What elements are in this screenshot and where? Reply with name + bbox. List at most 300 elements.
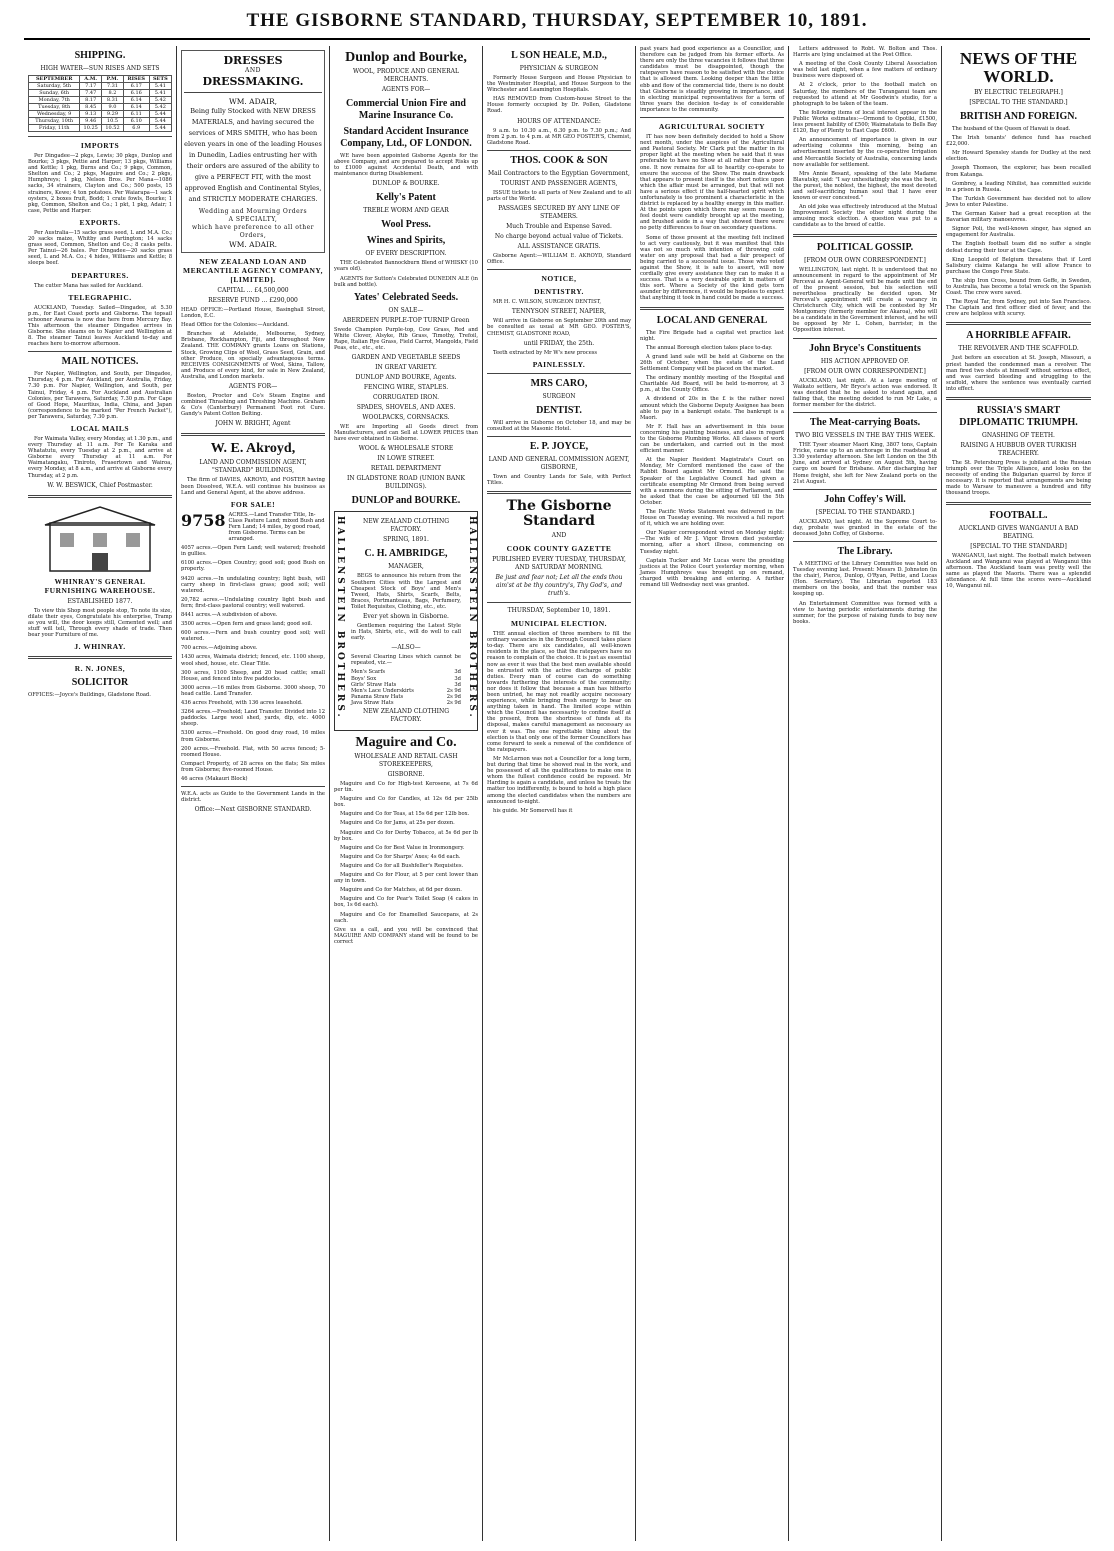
dunlop-signature: DUNLOP & BOURKE. xyxy=(372,180,440,188)
lead-lot xyxy=(181,512,325,542)
british-item: Joseph Thomson, the explorer, has been recalled from Katanga. xyxy=(946,165,1091,178)
exports-heading: EXPORTS. xyxy=(79,217,121,227)
land-lot-item: Compact Property, of 28 acres on the flats; Six miles from Gisborne; five-roomed House. xyxy=(181,760,325,773)
local-item: Our Napier correspondent wired on Monday night:—The wife of Mr J. Vigor Brown died yesterday morning, after a short illness, commencing on Tuesday night. xyxy=(640,530,784,555)
telegraphic-heading: TELEGRAPHIC. xyxy=(68,292,132,302)
raising-sub: RAISING A HUBBUB OVER TURKISH TREACHERY. xyxy=(960,442,1077,457)
assistance: ALL ASSISTANCE GRATIS. xyxy=(517,243,601,251)
nz-clothing-heading: NEW ZEALAND CLOTHING FACTORY. xyxy=(362,518,449,534)
land-lot-item: 20,782 acres.—Undulating country light bush and fern; first-class pastoral country; well watered. xyxy=(181,596,325,609)
capital: CAPITAL ... £4,500,000 xyxy=(217,287,289,294)
departures-text: The cutter Mana has sailed for Auckland. xyxy=(34,282,143,289)
column-editorial xyxy=(636,46,789,1541)
local-item: A grand land sale will be held at Gisborne on the 26th of October, when the estate of the Land Settlement Company will be placed on the market. xyxy=(640,353,784,373)
cook-agent: Gisborne Agent:—WILLIAM E. AKROYD, Standard Office. xyxy=(487,253,631,266)
tide-row xyxy=(29,118,172,125)
motto: Be just and fear not; Let all the ends thou aim'st at be thy country's, Thy God's, and truth's. xyxy=(495,574,623,598)
library-text: A MEETING of the Library Committee was held on Tuesday evening last. Present: Messrs D. Johnston (in the chair), Pierce, Dunlop, O'Ryan, Pettie, and Lucas (Hon. Secretary). The Librarian reported 183 members on the books, and that the number was keeping up. xyxy=(793,560,937,598)
divider xyxy=(28,495,172,498)
mail-heading: MAIL NOTICES. xyxy=(61,356,139,368)
whinray-signature: J. WHINRAY. xyxy=(74,642,126,652)
maguire-footer: Give us a call, and you will be convinced that MAGUIRE AND COMPANY stand will be found to be correct xyxy=(334,926,478,945)
column-professional xyxy=(483,46,636,1541)
football-heading: FOOTBALL. xyxy=(989,509,1048,521)
british-item: The ship Iron Cross, bound from Geffe, in Sweden, to Australia, has become a total wreck on the Spanish Coast. The crew were saved. xyxy=(946,277,1091,297)
political-text: WELLINGTON, last night. It is understood that no announcement in regard to the appointment of Mr Percevai as Agent-General will be made until the end of the present session, but his selection will nevertheless practically be decided upon. Mr Perceval's appointment will create a vacancy in Christchurch City, which will be contested by Mr Montgomery (formerly member for Akaroa), who will be a candidate in the Government interest, and he will be opposed by Mr L. Cohen, barrister, in the Opposition interest. xyxy=(793,266,937,334)
tide-cell: 5.42 xyxy=(149,97,171,104)
land-lot-item: 3000 acres.—16 miles from Gisborne. 3000 sheep, 70 head cattle. Land Transfer. xyxy=(181,684,325,697)
tide-cell: Tuesday, 8th xyxy=(29,104,80,111)
column-world-news xyxy=(942,46,1095,1541)
tide-header-cell: P.M. xyxy=(102,76,124,83)
jones-name: R. N. JONES, xyxy=(74,664,126,674)
garden-seeds: GARDEN AND VEGETABLE SEEDS xyxy=(351,354,461,362)
british-item: The Irish tenants' defence fund has reached £22,000. xyxy=(946,135,1091,148)
tide-cell: 10.25 xyxy=(80,125,102,132)
land-lot-item: 8441 acres.—A subdivision of above. xyxy=(181,612,278,618)
gentlemen-text: Gentlemen requiring the Latest Style in Hats, Shirts, etc., will do well to call early. xyxy=(351,622,461,642)
land-lot-item: 700 acres.—Adjoining above. xyxy=(181,645,258,652)
nz-clothing-footer: NEW ZEALAND CLOTHING FACTORY. xyxy=(362,708,449,723)
agri-text-2: Some of those present at the meeting felt inclined to act very cautiously, but it was manifest that this was not so much with intention of throwing cold water on any proposal that had a fair prospect of being carried to a successful issue. Those who voted against the Show, it is safe to assert, will now cordially give every assistance they can to make it a success. That is a very desirable spirit in matters of this sort. Where a Society of the kind gets torn asunder by differences, it would be hopeless to expect that anything it took in hand could be made a success. xyxy=(640,234,784,302)
great-variety: IN GREAT VARIETY. xyxy=(375,364,437,372)
maguire-item: Maguire and Co for Pear's Toilet Soap (4 cakes in box, 1s 6d each). xyxy=(334,896,478,909)
news-of-world-heading: NEWS OF THE WORLD. xyxy=(959,49,1078,86)
land-lot-item: 600 acres.—Fern and bush country good soil; well watered. xyxy=(181,630,325,643)
maguire-item: Maguire and Co for Enamelled Saucepans, at 2s each. xyxy=(334,911,478,924)
news-text-4: An announcement of importance is given in our advertising columns this morning, being an advertisement inserted by the co-operative Irrigation and Mercantile Society of Australia, concerning lands now available for settlement. xyxy=(793,137,937,168)
heale-hours-heading: HOURS OF ATTENDANCE: xyxy=(517,117,601,125)
every-description: OF EVERY DESCRIPTION. xyxy=(365,250,447,258)
maguire-item: Maguire and Co for Jams, at 25s per dozen. xyxy=(340,820,455,827)
whinray-established: ESTABLISHED 1877. xyxy=(67,597,133,605)
land-lot-item: 5300 acres.—Freehold. On good dray road, 16 miles from Gisborne. xyxy=(181,730,325,743)
spades: SPADES, SHOVELS, AND AXES. xyxy=(356,404,456,412)
tide-cell: 9.13 xyxy=(80,111,102,118)
horrible-text: Just before an execution at St. Joseph, Missouri, a priest handed the condemned man a revolver. The man fired two shots at himself without serious effect, and was carried bleeding and struggling to the scaffold, where the sentence was eventually carried into effect. xyxy=(946,355,1091,392)
divider xyxy=(793,338,937,339)
cook-issue: ISSUE tickets to all parts of New Zealand and to all parts of the World. xyxy=(487,189,631,202)
no-charge: No charge beyond actual value of Tickets. xyxy=(494,233,624,241)
masthead: THE GISBORNE STANDARD, THURSDAY, SEPTEMBER 10, 1891. xyxy=(24,10,1090,40)
woolpacks: WOOLPACKS, CORNSACKS. xyxy=(362,414,450,422)
meat-text: THE Tyser steamer Maori King, 3807 tons, Captain Fricke, came up to an anchorage in the roadstead at 3.30 yesterday afternoon. She left London on the 5th June, and arrived at Sydney on August 5th, having cargo on board for Brisbane. After discharging her Home freight, she left for New Zealand ports on the 21st August. xyxy=(793,442,937,485)
spring-1891: SPRING, 1891. xyxy=(383,536,429,544)
ambridge-text: BEGS to announce his return from the Southern Cities with the Largest and Cheapest Stock of Boys' and Men's Tweed, Hats, Shirts, Scarfs, Belts, Braces, Portmanteaus, Bags, Perfumery, Toilet Requisites, Clothing, etc., etc. xyxy=(351,573,461,610)
dunlop-text: WE have been appointed Gisborne Agents for the above Company, and are prepared to accept Risks up to £1000 against Accidental Death, and with maintenance during Disablement. xyxy=(334,153,478,178)
lead-lot-text: ACRES.—Land Transfer Title, In-Class Pasture Land; mixed Bush and Fern Land; 14 miles, by good road, from Gisborne. Terms can be arranged. xyxy=(228,511,325,543)
clearing-line-price: 2s 9d xyxy=(446,687,461,694)
maguire-item: Maguire and Co for Teas, at 15s 6d per 12lb box. xyxy=(340,811,470,818)
tide-row xyxy=(29,83,172,90)
adair-preference: which have preference to all other Orders, xyxy=(191,224,315,239)
nz-loan-heading: NEW ZEALAND LOAN AND MERCANTILE AGENCY COMPANY, [LIMITED]. xyxy=(182,257,324,284)
caro-dentist: DENTIST. xyxy=(536,404,582,416)
british-item: King Leopold of Belgium threatens that if Lord Salisbury claims Katanga he will allow France to purchase the Congo Free State. xyxy=(946,256,1091,275)
municipal-text-2: Mr McLernon was not a Councillor for a long term, but during that time he showed real in the work, and he possessed of all the qualifications to make one in whom the fullest confidence could be reposed. Mr Harding is again a candidate, and unless he treats the matter too indifferently, is bound to hold a high place among the elected candidates when the numbers are announced to-night. xyxy=(487,755,631,805)
gazette-title: COOK COUNTY GAZETTE xyxy=(506,544,612,554)
clearing-line-item: Men's Lace Underskirts xyxy=(351,687,414,694)
divider xyxy=(640,117,784,118)
ambridge-manager: MANAGER, xyxy=(388,563,424,571)
tide-header-cell: SEPTEMBER xyxy=(29,76,80,83)
divider xyxy=(28,136,172,137)
local-item: The ordinary monthly meeting of the Hospital and Charitable Aid Board, will be held to-morrow, at 3 p.m., at the County Office. xyxy=(640,375,784,394)
warehouse-illustration-icon xyxy=(28,503,172,573)
land-lot-item: 4057 acres.—Open Fern Land; well watered; freehold in gullies. xyxy=(181,545,325,558)
adair-signature: WM. ADAIR. xyxy=(229,240,277,249)
divider xyxy=(487,150,631,151)
divider xyxy=(793,234,937,237)
tide-cell: Monday, 7th xyxy=(29,97,80,104)
british-item: Signor Poli, the well-known singer, has signed an engagement for Australia. xyxy=(946,226,1091,239)
tide-cell: 9.46 xyxy=(80,118,102,125)
clearing-line-price: 3d xyxy=(454,675,461,682)
db-agents: DUNLOP AND BOURKE, Agents. xyxy=(355,374,457,382)
loan-text: Branches at Adelaide, Melbourne, Sydney, Brisbane, Rockhampton, Fiji, and throughout New Zealand. THE COMPANY grants Loans on Stations, Stock, Growing Clips of Wool, Grass Seed, Grain, and other Produce, on specially advantageous terms. RECEIVES CONSIGNMENTS of Wool, Skins, Tallow, and Produce of every kind, for sale in New Zealand, Australia, and London markets. xyxy=(181,331,325,380)
tide-cell: 5.44 xyxy=(149,111,171,118)
divider xyxy=(793,412,937,413)
adair-text: Being fully Stocked with NEW DRESS MATERIALS, and having secured the services of MRS SMITH, who has been eleven years in one of the leading Houses in Dunedin, Ladies entrusting her with their orders are assured of the ability to give a PERFECT FIT, with the most approved English and Continental Styles, and STRICTLY MODERATE CHARGES. xyxy=(184,107,322,203)
clearing-line-price: 2s 9d xyxy=(446,693,461,700)
clearing-line-item: Girls' Straw Hats xyxy=(351,681,397,688)
tide-cell: Wednesday, 9 xyxy=(29,111,80,118)
imports-heading: IMPORTS xyxy=(80,141,120,150)
tide-cell: 6.10 xyxy=(123,118,149,125)
maguire-item: Maguire and Co for Flour, at 5 per cent lower than any in town. xyxy=(334,872,478,885)
divider xyxy=(487,269,631,270)
trouble-saved: Much Trouble and Expense Saved. xyxy=(506,223,612,231)
tide-cell: 6.14 xyxy=(123,97,149,104)
tide-cell: Friday, 11th xyxy=(29,125,80,132)
meat-heading: The Meat-carrying Boats. xyxy=(809,417,921,429)
tide-table xyxy=(28,75,172,132)
football-sub: AUCKLAND GIVES WANGANUI A BAD BEATING. xyxy=(958,524,1079,540)
revolver-sub: THE REVOLVER AND THE SCAFFOLD. xyxy=(958,345,1079,353)
colony-office: Head Office for the Colonies:—Auckland. xyxy=(181,322,289,329)
maguire-items-list xyxy=(334,781,478,924)
wholesale-store: WOOL & WHOLESALE STORE xyxy=(358,445,454,453)
divider xyxy=(487,602,631,603)
tide-cell: 7.17 xyxy=(80,83,102,90)
heale-hours: 9 a.m. to 10.30 a.m., 6.30 p.m. to 7.30 p.m.; And from 2 p.m. to 4 p.m. at MR GEO FOSTER'S, Chemist, Gladstone Road. xyxy=(487,127,631,146)
tide-header-row xyxy=(29,76,172,83)
divider xyxy=(946,502,1091,505)
telegraphic-text: AUCKLAND, Tuesday. Sailed—Dingadee, at 5.30 p.m., for East Coast ports and Gisborne. The topsail schooner Awaroa is now due here from Mercury Bay. This afternoon the steamer Dingadee arrives in Gisborne. She steams on to Napier and Wellington at 8. The steamer Tainui leaves Auckland to-day and reaches here to-morrow afternoon. xyxy=(28,304,172,348)
cook-subtitle: Mail Contractors to the Egyptian Government, xyxy=(488,169,630,177)
bryce-text: AUCKLAND, last night. At a large meeting of Waikato settlers, Mr Bryce's action was endorsed. It was decided that he be asked to stand again, and failing that, the meeting decided to run Mr Lake, a former member for the district. xyxy=(793,377,937,408)
for-sale-heading: FOR SALE! xyxy=(230,499,276,509)
fencing-wire: FENCING WIRE, STAPLES. xyxy=(363,384,449,392)
coffey-sub: [SPECIAL TO THE STANDARD.] xyxy=(815,508,915,516)
coffey-heading: John Coffey's Will. xyxy=(824,493,906,505)
paper-title: The Gisborne Standard xyxy=(506,498,612,530)
turnip: ABERDEEN PURPLE-TOP TURNIP Green xyxy=(342,316,470,324)
tide-cell: 8.31 xyxy=(102,97,124,104)
coffey-text: AUCKLAND, last night. At the Supreme Court to-day, probate was granted in the estate of the deceased John Coffey, of Gisborne. xyxy=(793,518,937,537)
divider xyxy=(28,351,172,352)
import-text: WE are Importing all Goods direct from Manufacturers, and can Sell at LOWER PRICES than have ever obtained in Gisborne. xyxy=(334,424,478,443)
local-item: Captain Tucker and Mr Lucas were the presiding justices at the Police Court yesterday morning, when James Humphreys was brought up on remand, charged with breaking and entering. A further remand till Wednesday next was granted. xyxy=(640,557,784,589)
mail-text: For Napier, Wellington, and South, per Dingadee, Thursday, 4 p.m. For Auckland, per Australia, Friday, 7.30 p.m. For Napier, Wellington, and South, per Tainui, Friday, 4 p.m. For Auckland and Australian Colonies, per Tarawera, Saturday, 7.30 p.m. For Cape of Good Hope, Mauritius, India, China, and Japan (correspondence to be marked "Per French Packet"), per Tarawera, Saturday, 7.30 p.m. xyxy=(28,371,172,420)
clearing-line-price: 3d xyxy=(454,669,461,676)
paper-and: AND xyxy=(551,532,567,540)
tide-cell: 10.52 xyxy=(102,125,124,132)
head-office: HEAD OFFICE:—Portland House, Basinghall Street, London, E.C. xyxy=(181,307,325,320)
hallenstein-advert xyxy=(334,511,478,731)
dresses-and: AND xyxy=(245,67,261,74)
ale-text: AGENTS for Sutton's Celebrated DUNEDIN ALE (in bulk and bottle). xyxy=(334,275,478,288)
bryce-heading: John Bryce's Constituents xyxy=(809,342,921,354)
retail-dept: RETAIL DEPARTMENT xyxy=(370,465,442,473)
maguire-item: Maguire and Co for High-test Kerosene, at 7s 6d per tin. xyxy=(334,781,478,794)
tide-cell: 7.47 xyxy=(80,90,102,97)
football-special: [SPECIAL TO THE STANDARD] xyxy=(970,542,1067,550)
land-lot-item: 9420 acres.—In undulating country; light bush, will carry sheep in first-class grass; good soil; well watered. xyxy=(181,575,325,594)
maguire-item: Maguire and Co for all Bushfeller's Requisites. xyxy=(340,862,464,869)
agents-heading: AGENTS FOR— xyxy=(228,383,278,391)
tide-cell: 6.17 xyxy=(123,83,149,90)
tide-cell: 6.9 xyxy=(123,125,149,132)
seed-list: Swede Champion Purple-top, Cow Grass, Red and White Clover, Alsyke, Rib Grass, Timothy, Trefoil, Rape, Italian Rye Grass, Field Carrot, Mangolds, Field Peas, etc., etc., etc. xyxy=(334,326,478,352)
tide-row xyxy=(29,104,172,111)
local-item: The Pacific Works Statement was delivered in the House on Tuesday evening. We received a full report of it, which we are holding over. xyxy=(640,509,784,528)
tide-header-cell: A.M. xyxy=(80,76,102,83)
editorial-date: THURSDAY, September 10, 1891. xyxy=(507,607,611,615)
british-items-list xyxy=(946,126,1091,317)
column-adverts-left xyxy=(177,46,330,1541)
local-item: At the Napier Resident Magistrate's Court on Monday, Mr Cornford mentioned the case of the Rabbit Board against Mr Ormond. He said the Speaker of the Legislative Council had given a certificate exempting Mr Ormond from being served with a summons during the sitting of Parliament, and he asked that the case be adjourned till the 5th October. xyxy=(640,457,784,506)
heale-name: L SON HEALE, M.D., xyxy=(511,50,607,61)
tide-title: HIGH WATER—SUN RISES AND SETS xyxy=(40,65,160,72)
local-item: The Fire Brigade had a capital wet practice last night. xyxy=(640,329,784,342)
maguire-item: Maguire and Co for Best Value in Ironmongery. xyxy=(340,844,465,851)
divider xyxy=(184,92,322,93)
land-lot-item: 200 acres.—Freehold. Flat, with 50 acres fenced; 5-roomed House. xyxy=(181,745,325,758)
whisky-text: THE Celebrated Bannockburn Blend of WHISKY (10 years old). xyxy=(334,260,478,273)
land-lot-item: 6100 acres.—Open Country; good soil; good Bush on property. xyxy=(181,560,325,573)
british-item: The husband of the Queen of Hawaii is dead. xyxy=(952,126,1071,132)
divider xyxy=(946,322,1091,325)
british-item: Mr Howard Spensley stands for Dudley at the next election. xyxy=(946,150,1091,163)
british-item: The German Kaiser had a great reception at the Bavarian military manoeuvres. xyxy=(946,211,1091,224)
lead-lot-acres: 9758 xyxy=(181,510,226,530)
exports-text: Per Australia—15 sacks grass seed, L and M.A. Co.; 20 sacks maize, Whitby and Partington; 14 sacks grass seed, Common, Shelton and Co.; 8 casks pelts. Per Tainui—26 bales. Per Dingadee—20 sacks grass seed, L and M.A. Co.; 4 hides, Williams and Kettle; 8 sleeps beef. xyxy=(28,229,172,267)
bryce-corr: [FROM OUR OWN CORRESPONDENT.] xyxy=(804,367,926,375)
divider xyxy=(487,491,631,494)
tide-row xyxy=(29,90,172,97)
clearing-line-item: Panama Straw Hats xyxy=(351,693,404,700)
adair-mourning: Wedding and Mourning Orders xyxy=(198,208,308,215)
caro-surgeon: SURGEON xyxy=(542,392,576,400)
municipal-heading: MUNICIPAL ELECTION. xyxy=(510,619,608,629)
british-item: Gombrey, a leading Nihilist, has committed suicide in a prison in Russia. xyxy=(946,180,1091,193)
maguire-gisborne: GISBORNE. xyxy=(387,771,425,778)
caro-name: MRS CARO, xyxy=(530,377,588,389)
news-text-2: At 2 o'clock, prior to the football match on Saturday, the members of the Turanganui team are requested to attend at Mr Goodwin's studio, for a photograph to be taken of the team. xyxy=(793,82,937,107)
divider xyxy=(793,489,937,490)
land-lot-item: 3264 acres.—Freehold; Land Transfer. Divided into 12 paddocks. Large wool shed, yards, dip, etc. 4000 sheep. xyxy=(181,709,325,728)
special-to-standard: [SPECIAL TO THE STANDARD.] xyxy=(969,99,1068,106)
wines-spirits: Wines and Spirits, xyxy=(366,235,446,247)
land-lot-item: 1430 acres, Waimata district; fenced, etc. 1100 sheep, wool shed, house, etc. Clear Title. xyxy=(181,654,325,667)
solicitor-heading: SOLICITOR xyxy=(71,677,129,689)
editorial-continued: past years had good experience as a Councillor, and therefore can be judged from his former efforts. As there are only the three vacancies it follows that three candidates must be disappointed, though the ratepayers have reason to be satisfied with the choice that is allowed them. Looking deeper than the little ebb and flow of the commercial tide, there is no doubt that Gisborne is steadily growing in importance, and in electing municipal representatives for a term of three years the decision to-day is of considerable importance to the community. xyxy=(640,46,784,113)
land-lot-item: 436 acres Freehold, with 136 acres leasehold. xyxy=(181,700,303,707)
joyce-name: E. P. JOYCE, xyxy=(529,440,589,452)
tide-header-cell: SETS xyxy=(149,76,171,83)
tide-cell: Sunday, 6th xyxy=(29,90,80,97)
tide-cell: 8.17 xyxy=(80,97,102,104)
local-item: Mr F. Hall has an advertisement in this issue concerning his painting business, and also in regard to the Gisborne Plumbing Works. All classes of work can be undertaken, and carried out in the most efficient manner. xyxy=(640,423,784,455)
adair-name: WM. ADAIR, xyxy=(229,97,277,106)
tide-cell: 8.45 xyxy=(80,104,102,111)
dressmaking-heading: DRESSMAKING. xyxy=(202,75,304,88)
imports-text: Per Dingadee—2 pkgs, Lewis; 30 pkgs, Dunlop and Bourke; 3 pkgs, Pettie and Harper; 13 pkgs, Williams and Kettle; 1 pkg, Burns and Co.; 9 pkgs, Common, Shelton and Co.; 2 pkgs, Maguire and Co.; 2 pkgs, Humphreys; 1 pkg, Nelson Bros. Per Mana—1086 sacks, 34 strainers, Clayton and Co.; 500 posts, 15 strainers, Kewe; 4 ton potatoes. Per Waiarapa—1 sack oysters, 2 boxes fruit, Bodd; 1 crate fowls, Bourke; 1 pkg, Common, Shelton and Co.; 1 pkt, 1 pkg, Adair; 1 case, Pettie and Harper. xyxy=(28,153,172,214)
tourist-agents: TOURIST AND PASSENGER AGENTS, xyxy=(500,179,618,187)
horrible-heading: A HORRIBLE AFFAIR. xyxy=(966,330,1071,342)
local-mails-heading: LOCAL MAILS xyxy=(70,424,130,433)
lowe-street: IN LOWE STREET. xyxy=(377,455,435,463)
maguire-item: Maguire and Co for Derby Tobacco, at 5s 6d per lb by box. xyxy=(334,829,478,842)
divider xyxy=(181,433,325,436)
land-lot-item: 300 acres, 1100 Sheep, and 20 head cattle; small House, and fenced into five paddocks. xyxy=(181,669,325,682)
maguire-heading: Maguire and Co. xyxy=(355,735,457,750)
wea-footer: W.E.A. acts as Guide to the Government Lands in the district. xyxy=(181,791,325,804)
clearing-line-item: Java Straw Hats xyxy=(351,699,394,706)
passages-secured: PASSAGES SECURED BY ANY LINE OF STEAMERS. xyxy=(498,205,620,221)
heale-removed: HAS REMOVED from Custom-house Street to the House formerly occupied by Dr. Pollen, Gladstone Road. xyxy=(487,96,631,115)
column-news xyxy=(789,46,942,1541)
tide-cell: 7.31 xyxy=(102,83,124,90)
tide-cell: 9.29 xyxy=(102,111,124,118)
by-electric: BY ELECTRIC TELEGRAPH.] xyxy=(974,89,1063,96)
russia-heading: RUSSIA'S SMART DIPLOMATIC TRIUMPH. xyxy=(959,405,1078,428)
tide-row xyxy=(29,111,172,118)
municipal-text: THE annual election of three members to fill the ordinary vacancies in the Borough Council takes place to-day. There are six candidates, all well-known residents in the place, so that the ratepayers have no reason to complain of the choice. It is just as essential now as ever it was that the best men available should be entrusted with the active discharge of public duties. Every man of course can do something towards furthering the interests of the community; nor does it follow that because a man has hitherto been untried, he may not readily acquire necessary experience, while bringing fresh energy to bear on anything taken in hand. The limited scope within which the Council has necessarily to confine itself at the present, from the shortness of funds at its disposal, makes careful management as necessary as ever it was. The one regrettable thing about the election is that only one of the former Councillors has come forward to seek a renewal of the confidence of the ratepayers. xyxy=(487,631,631,753)
gladstone-road: IN GLADSTONE ROAD (UNION BANK BUILDINGS). xyxy=(346,475,466,491)
tide-cell: Thursday, 10th xyxy=(29,118,80,125)
divider xyxy=(640,307,784,310)
british-item: The Royal Tar, from Sydney, put into San Francisco. The Captain and first officer died of fever, and the crew are helpless with scurvy. xyxy=(946,299,1091,318)
divider xyxy=(946,397,1091,400)
whinray-text: To view this Shop most people stop, To note its size, dilate their eyes, Congratulate his enterprise, Tramp as you will, the door keeps still, Cemented well; and stuff will tell, Through every shade of trade. Then bear your Furniture of me. xyxy=(28,607,172,639)
tide-cell: 5.44 xyxy=(149,118,171,125)
wilson-text: Will arrive in Gisborne on September 20th and may be consulted as usual at MR GEO. FOSTER'S, CHEMIST, GLADSTONE ROAD, xyxy=(487,318,631,337)
departures-heading: DEPARTURES. xyxy=(71,270,129,280)
dentistry-heading: DENTISTRY. xyxy=(534,287,584,297)
clearing-lines-list xyxy=(351,669,461,706)
yates-heading: Yates' Celebrated Seeds. xyxy=(353,291,459,303)
ambridge-name: C. H. AMBRIDGE, xyxy=(364,548,448,560)
shipping-heading: SHIPPING. xyxy=(74,50,126,61)
tide-cell: 5.44 xyxy=(149,125,171,132)
wool-press: Wool Press. xyxy=(381,219,431,231)
dunlop-heading: Dunlop and Bourke, xyxy=(345,50,467,65)
local-general-heading: LOCAL AND GENERAL xyxy=(656,314,768,326)
hallenstein-vertical-left: HALLENSTEIN BROTHERS. xyxy=(335,516,346,721)
union-insurance: Commercial Union Fire and Marine Insurance Co. xyxy=(346,98,466,121)
tide-cell: 6.16 xyxy=(123,90,149,97)
wilson-address: TENNYSON STREET, NAPIER, xyxy=(511,308,607,316)
lines-heading: Several Clearing Lines which cannot be repeated, viz.— xyxy=(351,654,461,667)
agents-for: AGENTS FOR— xyxy=(381,86,431,93)
divider xyxy=(487,373,631,374)
british-foreign-heading: BRITISH AND FOREIGN. xyxy=(960,111,1077,122)
divider xyxy=(487,436,631,437)
letters-text: Letters addressed to Robt. W. Bolton and Thos. Harris are lying unclaimed at the Post Office. xyxy=(793,46,937,59)
whinray-heading: WHINRAY'S GENERAL FURNISHING WAREHOUSE. xyxy=(44,576,156,595)
news-text-6: An old joke was effectively introduced at the Mutual Improvement Society the other night during the amusing mock election. A question was put to a candidate as to the breed of cattle. xyxy=(793,204,937,229)
russia-text: The St. Petersburg Press is jubilant at the Russian triumph over the Triple Alliance, and looks on the necessity of ending the Bulgarian quarrel by force if necessary. It is reported that arrangements are being made to Warsaw to maneuvre a hundred and fifty thousand troops. xyxy=(946,460,1091,497)
library-text-2: An Entertainment Committee was formed with a view to having periodic entertainments during the summer, for the purpose of raising funds to buy new books. xyxy=(793,600,937,625)
notice-heading: NOTICE, xyxy=(541,274,577,284)
heale-text: Formerly House Surgeon and House Physician to the Westminster Hospital, and House Surgeon to the Winchester and Leamington Hospitals. xyxy=(487,75,631,94)
divider xyxy=(793,541,937,542)
corrugated-iron: CORRUGATED IRON. xyxy=(372,394,440,402)
land-lots-list xyxy=(181,545,325,782)
tide-row xyxy=(29,97,172,104)
page-columns xyxy=(24,46,1100,1541)
wilson-until: until FRIDAY, the 25th. xyxy=(523,339,595,347)
jones-office: OFFICES:—Joyce's Buildings, Gladstone Road. xyxy=(28,692,151,699)
clearing-line-item: Boys' Sox xyxy=(351,675,377,682)
also: —ALSO— xyxy=(391,644,421,652)
teeth-text: Teeth extracted by Mr W's new process xyxy=(493,349,598,356)
news-text-3: The following items of local interest appear in the Public Works estimates:—Ormond to Opotiki, £1500, less present liability of £500; Waimatataia to Bells Bay £120, Bay of Plenty to East Cape £600. xyxy=(793,109,937,135)
maguire-item: Maguire and Co for Sharps' Axes; 4s 6d each. xyxy=(340,853,461,860)
tide-header-cell: RISES xyxy=(123,76,149,83)
adair-specialty: A SPECIALTY, xyxy=(228,216,278,223)
divider xyxy=(28,656,172,659)
municipal-end: his guide. Mr Somervell has it xyxy=(493,807,573,814)
kelly-heading: Kelly's Patent xyxy=(376,192,436,204)
clearing-line-price: 3d xyxy=(454,681,461,688)
tide-cell: 6.11 xyxy=(123,111,149,118)
local-item: The annual Borough election takes place to-day. xyxy=(646,344,773,351)
tide-cell: 5.41 xyxy=(149,83,171,90)
caro-text: Will arrive in Gisborne on October 18, and may be consulted at the Masonic Hotel. xyxy=(487,419,631,432)
political-heading: POLITICAL GOSSIP. xyxy=(816,241,914,253)
postmaster: W. W. BESWICK, Chief Postmaster. xyxy=(47,481,153,489)
dunlop-subtitle: WOOL, PRODUCE AND GENERAL MERCHANTS. xyxy=(353,68,459,83)
meat-sub: TWO BIG VESSELS IN THE BAY THIS WEEK. xyxy=(794,432,936,440)
heale-subtitle: PHYSICIAN & SURGEON xyxy=(519,65,599,72)
football-text: WANGANUI, last night. The football match between Auckland and Wanganui was played at Wanganui this afternoon. The Auckland team was pretty well the same as played the Maoris. There was a splendid attendance. At full time the scores were—Auckland 10, Wanganui nil. xyxy=(946,552,1091,590)
cook-heading: THOS. COOK & SON xyxy=(510,154,608,166)
divider xyxy=(181,786,325,787)
tide-cell: 6.14 xyxy=(123,104,149,111)
local-mails-text: For Waimata Valley, every Monday, at 1.30 p.m., and every Thursday at 11 a.m. For Te Karaka and Whatatutu, every Tuesday at 2 p.m., and arrive at Gisborne every Thursday at 11 a.m. For Waimatangaku, Tiniroto, Frasertown and Wairoa, every Monday, at 8 a.m., and arrive at Gisborne every Thursday, at 2 p.m. xyxy=(28,436,172,479)
hallenstein-vertical-right: HALLENSTEIN BROTHERS. xyxy=(467,516,477,721)
tide-body xyxy=(29,83,172,132)
news-text-5: Mrs Annie Besant, speaking of the late Madame Blavatsky, said: "I say unhesitatingly she was the best, the purest, the noblest, the highest, the most devoted and self-sacrificing human soul that I have ever known or ever conceived." xyxy=(793,170,937,202)
gnashing-sub: GNASHING OF TEETH. xyxy=(982,432,1055,439)
akroyd-name: W. E. Akroyd, xyxy=(210,441,296,457)
maguire-subtitle: WHOLESALE AND RETAIL CASH STOREKEEPERS, xyxy=(354,753,458,768)
local-items-list xyxy=(640,330,784,589)
tide-cell: 5.42 xyxy=(149,104,171,111)
akroyd-text: The firm of DAVIES, AKROYD, and FOSTER having been Dissolved, W.E.A. will continue his business as Land and General Agent, at the above address. xyxy=(181,477,325,496)
land-lot-item: 46 acres (Makauri Block) xyxy=(181,775,248,782)
akroyd-subtitle: LAND AND COMMISSION AGENT, "STANDARD" BUILDINGS, xyxy=(199,459,307,475)
clearing-line-item: Men's Scarfs xyxy=(351,669,386,676)
local-item: A dividend of 20s in the £ is the rather novel amount which the Gisborne Deputy Assignee has been able to pay in a bankrupt estate. The bankrupt is a Maori. xyxy=(640,396,784,421)
library-heading: The Library. xyxy=(837,545,893,557)
bright-signature: JOHN W. BRIGHT, Agent xyxy=(215,420,291,428)
joyce-subtitle: LAND AND GENERAL COMMISSION AGENT, GISBORNE, xyxy=(488,455,630,471)
tide-cell: 9.0 xyxy=(102,104,124,111)
